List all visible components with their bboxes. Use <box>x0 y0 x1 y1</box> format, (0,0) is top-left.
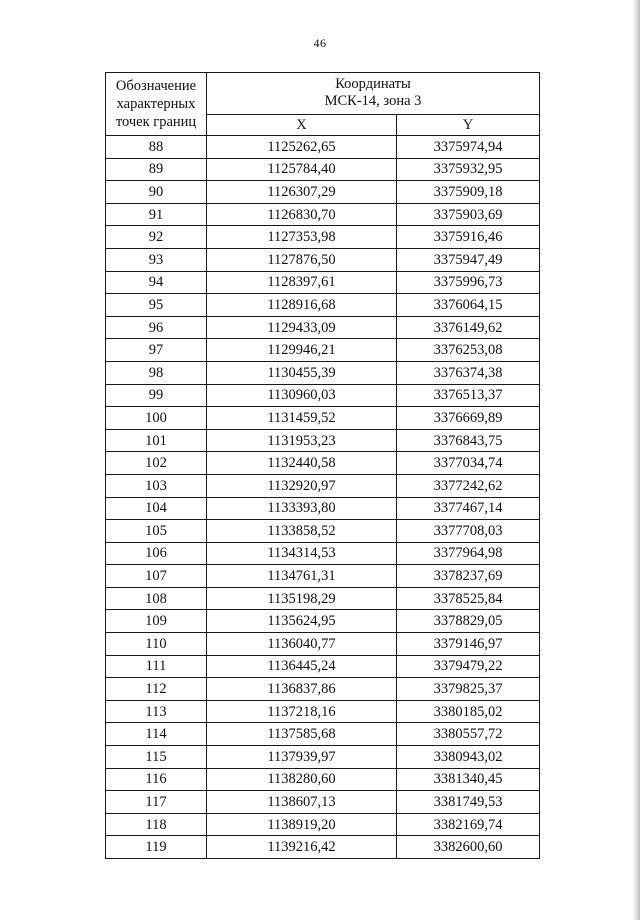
table-row <box>106 610 540 633</box>
table-row <box>106 339 540 362</box>
table-row <box>106 452 540 475</box>
point-cell: 89 <box>106 158 207 181</box>
y-coordinate-cell: 3375996,73 <box>397 271 540 294</box>
point-cell: 101 <box>106 429 207 452</box>
header-coordinates-title: Координаты <box>335 76 411 93</box>
x-coordinate-cell: 1129946,21 <box>207 339 397 362</box>
table-row <box>106 542 540 565</box>
y-coordinate-cell: 3376669,89 <box>397 407 540 430</box>
y-coordinate-cell: 3380185,02 <box>397 700 540 723</box>
y-coordinate-cell: 3376513,37 <box>397 384 540 407</box>
header-x: X <box>207 114 397 135</box>
y-coordinate-cell: 3380557,72 <box>397 723 540 746</box>
x-coordinate-cell: 1138919,20 <box>207 813 397 836</box>
table-row <box>106 813 540 836</box>
x-coordinate-cell: 1135624,95 <box>207 610 397 633</box>
table-body <box>106 136 540 859</box>
y-coordinate-cell: 3381340,45 <box>397 768 540 791</box>
point-cell: 98 <box>106 361 207 384</box>
point-cell: 91 <box>106 203 207 226</box>
y-coordinate-cell: 3382169,74 <box>397 813 540 836</box>
table-row <box>106 271 540 294</box>
y-coordinate-cell: 3378829,05 <box>397 610 540 633</box>
point-cell: 118 <box>106 813 207 836</box>
table-row <box>106 497 540 520</box>
y-coordinate-cell: 3376374,38 <box>397 361 540 384</box>
table-row <box>106 746 540 769</box>
x-coordinate-cell: 1137939,97 <box>207 746 397 769</box>
x-coordinate-cell: 1128397,61 <box>207 271 397 294</box>
y-coordinate-cell: 3381749,53 <box>397 791 540 814</box>
x-coordinate-cell: 1131953,23 <box>207 429 397 452</box>
x-coordinate-cell: 1129433,09 <box>207 316 397 339</box>
point-cell: 99 <box>106 384 207 407</box>
point-cell: 112 <box>106 678 207 701</box>
table-row <box>106 248 540 271</box>
y-coordinate-cell: 3375932,95 <box>397 158 540 181</box>
y-coordinate-cell: 3377467,14 <box>397 497 540 520</box>
table-row <box>106 768 540 791</box>
x-coordinate-cell: 1125784,40 <box>207 158 397 181</box>
table-row <box>106 294 540 317</box>
point-cell: 117 <box>106 791 207 814</box>
y-coordinate-cell: 3375909,18 <box>397 181 540 204</box>
y-coordinate-cell: 3375916,46 <box>397 226 540 249</box>
table-row <box>106 678 540 701</box>
x-coordinate-cell: 1138607,13 <box>207 791 397 814</box>
table-row <box>106 203 540 226</box>
point-cell: 100 <box>106 407 207 430</box>
y-coordinate-cell: 3378525,84 <box>397 587 540 610</box>
x-coordinate-cell: 1132440,58 <box>207 452 397 475</box>
y-coordinate-cell: 3376149,62 <box>397 316 540 339</box>
x-coordinate-cell: 1138280,60 <box>207 768 397 791</box>
table-row <box>106 361 540 384</box>
point-cell: 90 <box>106 181 207 204</box>
table-row <box>106 836 540 859</box>
table-row <box>106 520 540 543</box>
table-row <box>106 181 540 204</box>
scan-edge-shadow <box>632 0 640 920</box>
y-coordinate-cell: 3378237,69 <box>397 565 540 588</box>
coordinates-table <box>105 72 540 859</box>
x-coordinate-cell: 1137218,16 <box>207 700 397 723</box>
point-cell: 119 <box>106 836 207 859</box>
x-coordinate-cell: 1134761,31 <box>207 565 397 588</box>
y-coordinate-cell: 3376253,08 <box>397 339 540 362</box>
table-row <box>106 384 540 407</box>
x-coordinate-cell: 1131459,52 <box>207 407 397 430</box>
point-cell: 105 <box>106 520 207 543</box>
table-row <box>106 587 540 610</box>
x-coordinate-cell: 1127353,98 <box>207 226 397 249</box>
point-cell: 102 <box>106 452 207 475</box>
point-cell: 95 <box>106 294 207 317</box>
y-coordinate-cell: 3377964,98 <box>397 542 540 565</box>
x-coordinate-cell: 1136837,86 <box>207 678 397 701</box>
x-coordinate-cell: 1136040,77 <box>207 633 397 656</box>
x-coordinate-cell: 1128916,68 <box>207 294 397 317</box>
table-row <box>106 565 540 588</box>
x-coordinate-cell: 1130960,03 <box>207 384 397 407</box>
y-coordinate-cell: 3380943,02 <box>397 746 540 769</box>
point-cell: 116 <box>106 768 207 791</box>
point-cell: 108 <box>106 587 207 610</box>
x-coordinate-cell: 1132920,97 <box>207 474 397 497</box>
x-coordinate-cell: 1133393,80 <box>207 497 397 520</box>
point-cell: 106 <box>106 542 207 565</box>
y-coordinate-cell: 3375947,49 <box>397 248 540 271</box>
point-cell: 109 <box>106 610 207 633</box>
table-row <box>106 723 540 746</box>
point-cell: 110 <box>106 633 207 656</box>
x-coordinate-cell: 1136445,24 <box>207 655 397 678</box>
header-y: Y <box>397 114 540 135</box>
point-cell: 94 <box>106 271 207 294</box>
x-coordinate-cell: 1133858,52 <box>207 520 397 543</box>
point-cell: 115 <box>106 746 207 769</box>
x-coordinate-cell: 1126307,29 <box>207 181 397 204</box>
point-cell: 103 <box>106 474 207 497</box>
x-coordinate-cell: 1139216,42 <box>207 836 397 859</box>
table-row <box>106 136 540 159</box>
x-coordinate-cell: 1127876,50 <box>207 248 397 271</box>
point-cell: 97 <box>106 339 207 362</box>
y-coordinate-cell: 3377034,74 <box>397 452 540 475</box>
header-point-designation <box>106 73 207 136</box>
point-cell: 111 <box>106 655 207 678</box>
table-row <box>106 226 540 249</box>
header-coordinate-system: МСК-14, зона 3 <box>324 93 422 110</box>
y-coordinate-cell: 3376843,75 <box>397 429 540 452</box>
header-coordinates <box>207 73 540 115</box>
x-coordinate-cell: 1134314,53 <box>207 542 397 565</box>
x-coordinate-cell: 1137585,68 <box>207 723 397 746</box>
y-coordinate-cell: 3379825,37 <box>397 678 540 701</box>
y-coordinate-cell: 3375903,69 <box>397 203 540 226</box>
point-cell: 93 <box>106 248 207 271</box>
table-row <box>106 633 540 656</box>
point-cell: 92 <box>106 226 207 249</box>
x-coordinate-cell: 1126830,70 <box>207 203 397 226</box>
point-cell: 114 <box>106 723 207 746</box>
table-row <box>106 791 540 814</box>
point-cell: 104 <box>106 497 207 520</box>
y-coordinate-cell: 3379146,97 <box>397 633 540 656</box>
y-coordinate-cell: 3377708,03 <box>397 520 540 543</box>
point-cell: 113 <box>106 700 207 723</box>
header-designation-line-1: Обозначение <box>115 78 197 94</box>
table-row <box>106 158 540 181</box>
table-row <box>106 655 540 678</box>
header-designation-line-3: точек границ <box>115 114 197 130</box>
table-row <box>106 700 540 723</box>
x-coordinate-cell: 1130455,39 <box>207 361 397 384</box>
y-coordinate-cell: 3375974,94 <box>397 136 540 159</box>
y-coordinate-cell: 3382600,60 <box>397 836 540 859</box>
table-row <box>106 429 540 452</box>
table-row <box>106 474 540 497</box>
header-designation-line-2: характерных <box>116 96 196 112</box>
y-coordinate-cell: 3376064,15 <box>397 294 540 317</box>
table-row <box>106 407 540 430</box>
x-coordinate-cell: 1125262,65 <box>207 136 397 159</box>
y-coordinate-cell: 3377242,62 <box>397 474 540 497</box>
y-coordinate-cell: 3379479,22 <box>397 655 540 678</box>
point-cell: 107 <box>106 565 207 588</box>
page-number: 46 <box>313 36 327 50</box>
point-cell: 88 <box>106 136 207 159</box>
point-cell: 96 <box>106 316 207 339</box>
table-row <box>106 316 540 339</box>
table-header <box>106 73 540 136</box>
x-coordinate-cell: 1135198,29 <box>207 587 397 610</box>
